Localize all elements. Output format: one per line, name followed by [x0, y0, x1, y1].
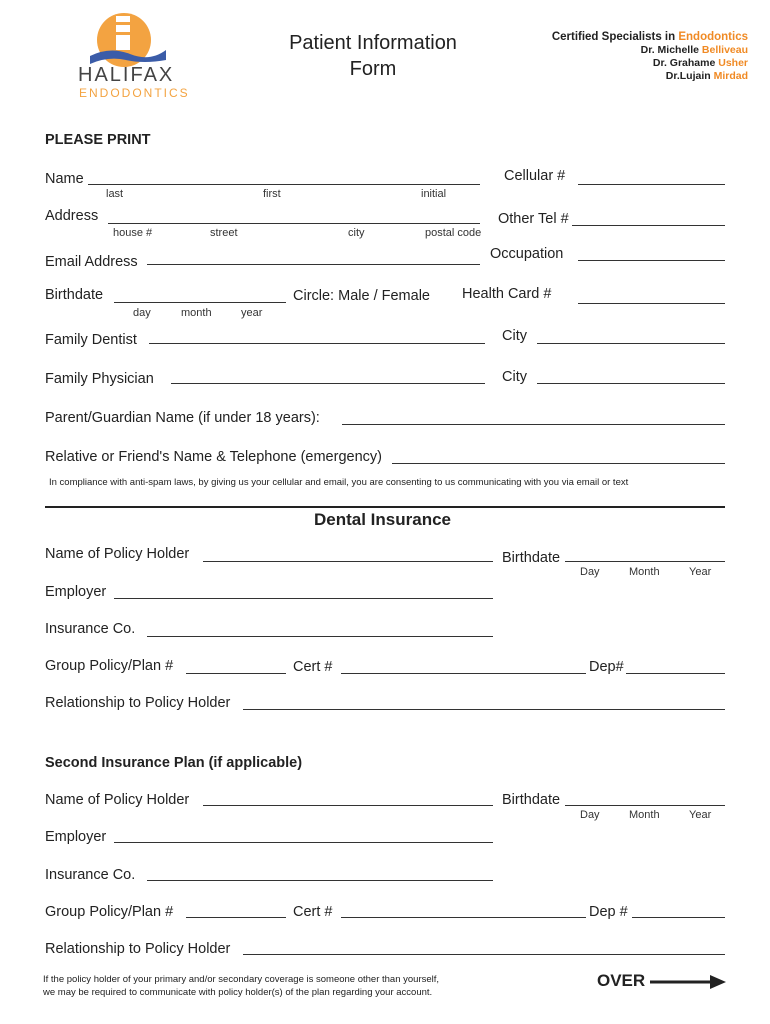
- second-date-sub-day: Day: [580, 809, 600, 821]
- address-sub-city: city: [348, 227, 365, 239]
- title-line-2: Form: [349, 58, 397, 80]
- health-card-field[interactable]: [578, 303, 725, 304]
- insurance-co-field[interactable]: [147, 636, 493, 637]
- email-field[interactable]: [147, 264, 480, 265]
- policy-holder-label: Name of Policy Holder: [45, 546, 190, 562]
- logo: [76, 12, 190, 102]
- footer-note-line-2: we may be required to communicate with policy holder(s) of the plan regarding your account.: [43, 987, 433, 998]
- occupation-label: Occupation: [490, 246, 564, 262]
- relationship-label: Relationship to Policy Holder: [45, 695, 231, 711]
- policy-holder-field[interactable]: [203, 561, 493, 562]
- other-tel-field[interactable]: [572, 225, 725, 226]
- physician-city-field[interactable]: [537, 383, 725, 384]
- logo-subtitle: ENDODONTICS: [79, 86, 190, 100]
- occupation-field[interactable]: [578, 260, 725, 261]
- name-sub-last: last: [106, 188, 124, 200]
- address-sub-street: street: [210, 227, 238, 239]
- cert-label: Cert #: [293, 659, 333, 675]
- second-group-policy-label: Group Policy/Plan #: [45, 904, 174, 920]
- birth-sub-year: year: [241, 307, 263, 319]
- doctor-mirdad: Dr.Lujain Mirdad: [665, 70, 748, 82]
- address-sub-postal: postal code: [425, 227, 482, 239]
- over-label: OVER: [597, 971, 646, 990]
- cellular-label: Cellular #: [504, 168, 566, 184]
- ins-birthdate-field[interactable]: [565, 561, 725, 562]
- dep-label: Dep#: [589, 659, 624, 675]
- emergency-contact-field[interactable]: [392, 463, 725, 464]
- dep-field[interactable]: [626, 673, 725, 674]
- second-relationship-label: Relationship to Policy Holder: [45, 941, 231, 957]
- guardian-label: Parent/Guardian Name (if under 18 years):: [45, 410, 320, 426]
- second-birthdate-label: Birthdate: [502, 792, 561, 808]
- ins-birthdate-label: Birthdate: [502, 550, 561, 566]
- second-insurance-heading: Second Insurance Plan (if applicable): [45, 755, 303, 771]
- other-tel-label: Other Tel #: [498, 211, 569, 227]
- relationship-field[interactable]: [243, 709, 725, 710]
- second-policy-holder-label: Name of Policy Holder: [45, 792, 190, 808]
- dentist-city-label: City: [502, 328, 527, 344]
- ins-date-sub-year: Year: [689, 566, 712, 578]
- second-birthdate-field[interactable]: [565, 805, 725, 806]
- second-cert-field[interactable]: [341, 917, 586, 918]
- family-dentist-label: Family Dentist: [45, 332, 137, 348]
- lighthouse-logo-icon: [76, 12, 176, 72]
- address-label: Address: [45, 208, 99, 224]
- address-field[interactable]: [108, 223, 480, 224]
- cellular-field[interactable]: [578, 184, 725, 185]
- name-field[interactable]: [88, 184, 480, 185]
- page-title: [273, 30, 473, 82]
- name-sub-first: first: [263, 188, 281, 200]
- second-cert-label: Cert #: [293, 904, 333, 920]
- ins-date-sub-month: Month: [629, 566, 660, 578]
- birthdate-field[interactable]: [114, 302, 286, 303]
- family-physician-label: Family Physician: [45, 371, 154, 387]
- employer-label: Employer: [45, 584, 107, 600]
- second-insurance-co-field[interactable]: [147, 880, 493, 881]
- logo-name: HALIFAX: [78, 64, 175, 86]
- insurance-co-label: Insurance Co.: [45, 621, 136, 637]
- guardian-field[interactable]: [342, 424, 725, 425]
- dental-insurance-heading: Dental Insurance: [314, 510, 451, 529]
- doctor-usher: Dr. Grahame Usher: [652, 57, 748, 69]
- group-policy-field[interactable]: [186, 673, 286, 674]
- certified-specialists: Certified Specialists in Endodontics: [551, 31, 748, 43]
- ins-date-sub-day: Day: [580, 566, 600, 578]
- compliance-note: In compliance with anti-spam laws, by giving us your cellular and email, you are consenting to us communicating with you via email or text: [49, 477, 629, 488]
- title-line-1: Patient Information: [289, 32, 457, 54]
- second-policy-holder-field[interactable]: [203, 805, 493, 806]
- emergency-contact-label: Relative or Friend's Name & Telephone (emergency): [45, 449, 382, 465]
- second-employer-label: Employer: [45, 829, 107, 845]
- email-label: Email Address: [45, 254, 138, 270]
- family-physician-field[interactable]: [171, 383, 485, 384]
- second-relationship-field[interactable]: [243, 954, 725, 955]
- doctor-belliveau: Dr. Michelle Belliveau: [640, 44, 748, 56]
- name-label: Name: [45, 171, 84, 187]
- second-dep-label: Dep #: [589, 904, 628, 920]
- practice-info: [552, 31, 748, 83]
- address-sub-house: house #: [113, 227, 153, 239]
- second-date-sub-year: Year: [689, 809, 712, 821]
- physician-city-label: City: [502, 369, 527, 385]
- second-insurance-co-label: Insurance Co.: [45, 867, 136, 883]
- please-print-heading: PLEASE PRINT: [45, 132, 151, 148]
- cert-field[interactable]: [341, 673, 586, 674]
- second-employer-field[interactable]: [114, 842, 493, 843]
- gender-select[interactable]: Circle: Male / Female: [293, 288, 430, 304]
- birth-sub-day: day: [133, 307, 151, 319]
- footer-note-line-1: If the policy holder of your primary and/or secondary coverage is someone other than yourself,: [43, 974, 440, 985]
- second-dep-field[interactable]: [632, 917, 725, 918]
- section-divider: [45, 506, 725, 508]
- second-group-policy-field[interactable]: [186, 917, 286, 918]
- birthdate-label: Birthdate: [45, 287, 104, 303]
- name-sub-initial: initial: [421, 188, 447, 200]
- arrow-right-icon: [650, 975, 730, 989]
- dentist-city-field[interactable]: [537, 343, 725, 344]
- specialty: Endodontics: [678, 31, 748, 43]
- footer-note: [43, 973, 439, 999]
- second-date-sub-month: Month: [629, 809, 660, 821]
- health-card-label: Health Card #: [462, 286, 552, 302]
- group-policy-label: Group Policy/Plan #: [45, 658, 174, 674]
- employer-field[interactable]: [114, 598, 493, 599]
- birth-sub-month: month: [181, 307, 212, 319]
- family-dentist-field[interactable]: [149, 343, 485, 344]
